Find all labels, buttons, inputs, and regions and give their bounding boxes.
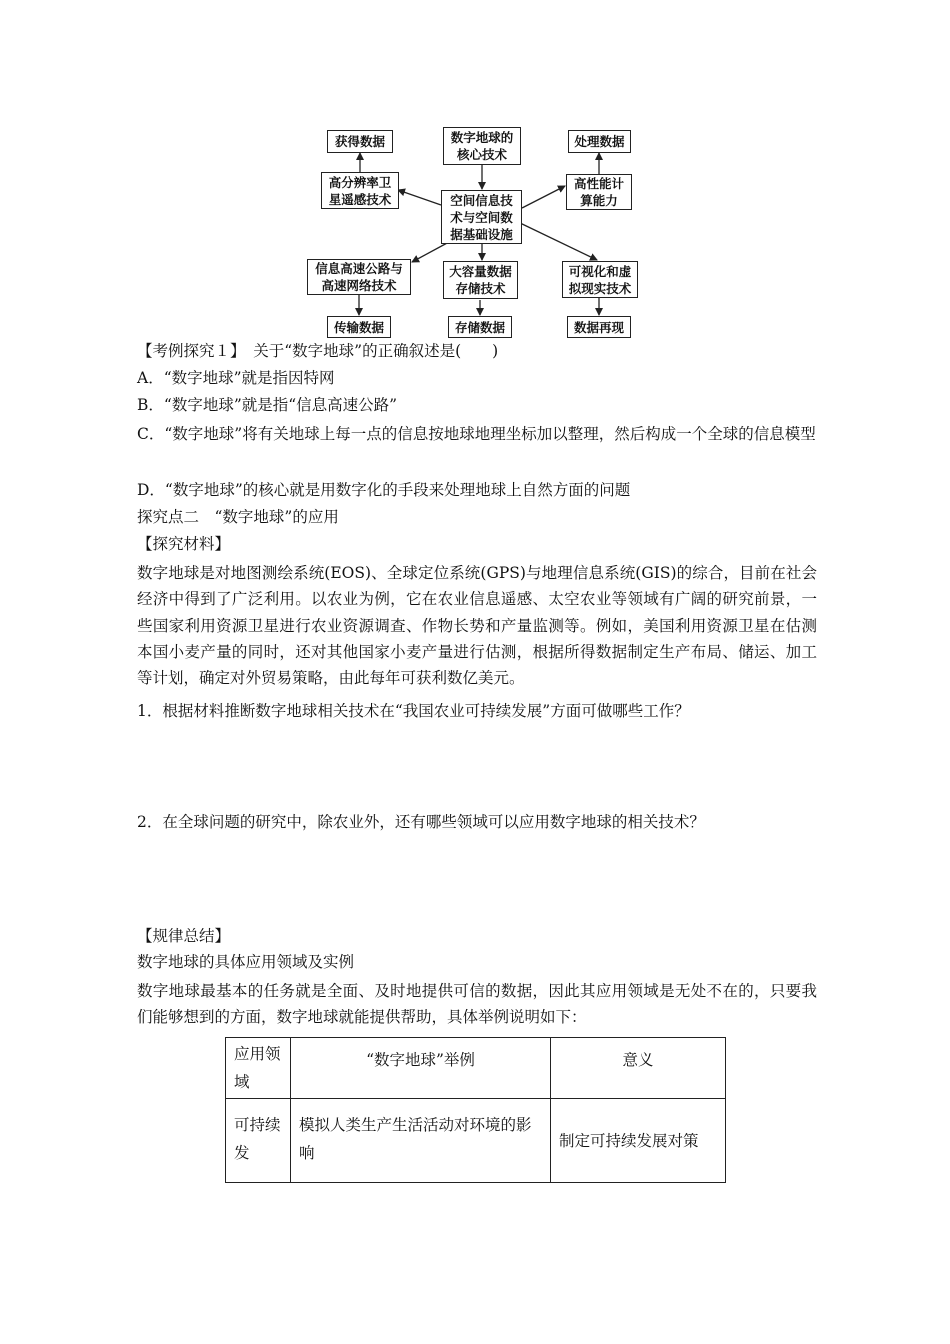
option-c: C．“数字地球”将有关地球上每一点的信息按地球地理坐标加以整理，然后构成一个全球的信息模型 xyxy=(137,425,816,443)
table-cell: 模拟人类生产生活活动对环境的影响 xyxy=(291,1099,551,1183)
question-1: 1．根据材料推断数字地球相关技术在“我国农业可持续发展”方面可做哪些工作？ xyxy=(137,702,690,720)
node-center: 空间信息技 术与空间数 据基础设施 xyxy=(441,190,522,244)
application-table xyxy=(225,1037,726,1183)
summary-text: 数字地球最基本的任务就是全面、及时地提供可信的数据，因此其应用领域是无处不在的，只要我们能够想到的方面，数字地球就能提供帮助，具体举例说明如下： xyxy=(137,982,817,1027)
option-b: B．“数字地球”就是指“信息高速公路” xyxy=(137,396,398,414)
summary-subtitle: 数字地球的具体应用领域及实例 xyxy=(137,953,355,971)
node-acquire: 获得数据 xyxy=(327,130,393,153)
node-store: 存储数据 xyxy=(448,316,512,338)
table-cell: 可持续发 xyxy=(226,1099,291,1183)
arrow-center-compute xyxy=(522,186,565,208)
example-title: 【考例探究１】 关于“数字地球”的正确叙述是( ) xyxy=(137,342,499,360)
arrow-center-network xyxy=(412,242,449,262)
node-storage-tech: 大容量数据 存储技术 xyxy=(443,261,518,299)
option-d: D．“数字地球”的核心就是用数字化的手段来处理地球上自然方面的问题 xyxy=(137,481,631,499)
node-remote: 高分辨率卫 星遥感技术 xyxy=(321,172,399,209)
table-header-cell: 意义 xyxy=(551,1038,726,1099)
arrow-center-remote xyxy=(398,190,441,205)
node-compute: 高性能计 算能力 xyxy=(566,174,632,210)
node-visual: 可视化和虚 拟现实技术 xyxy=(562,261,638,298)
table-row xyxy=(226,1099,726,1183)
arrow-center-visual xyxy=(518,222,597,260)
table-cell: 制定可持续发展对策 xyxy=(551,1099,726,1183)
option-a: A．“数字地球”就是指因特网 xyxy=(137,369,335,387)
material-title: 【探究材料】 xyxy=(137,535,231,553)
question-2: 2．在全球问题的研究中，除农业外，还有哪些领域可以应用数字地球的相关技术？ xyxy=(137,813,705,831)
material-text: 数字地球是对地图测绘系统(EOS)、全球定位系统(GPS)与地理信息系统(GIS)的综合，目前在社会经济中得到了广泛利用。以农业为例，它在农业信息遥感、太空农业等领域有广阔的研究前景，一些国家利用资源卫星进行农业资源调查、作物长势和产量监测等。例如，美国利用资源卫星在估测本国小麦产量的同时，还对其他国家小麦产量进行估测，根据所得数据制定生产布局、储运、加工等计划，确定对外贸易策略，由此每年可获利数亿美元。 xyxy=(137,564,817,688)
technology-diagram xyxy=(0,0,950,345)
node-network: 信息高速公路与 高速网络技术 xyxy=(307,259,411,295)
summary-title: 【规律总结】 xyxy=(137,927,231,945)
node-core: 数字地球的 核心技术 xyxy=(443,127,521,165)
node-replay: 数据再现 xyxy=(567,316,631,338)
table-header-cell: “数字地球”举例 xyxy=(291,1038,551,1099)
table-header-cell: 应用领域 xyxy=(226,1038,291,1099)
table-header-row xyxy=(226,1038,726,1099)
node-process: 处理数据 xyxy=(568,130,631,153)
node-transfer: 传输数据 xyxy=(327,316,391,338)
section2-heading: 探究点二 “数字地球”的应用 xyxy=(137,508,339,526)
